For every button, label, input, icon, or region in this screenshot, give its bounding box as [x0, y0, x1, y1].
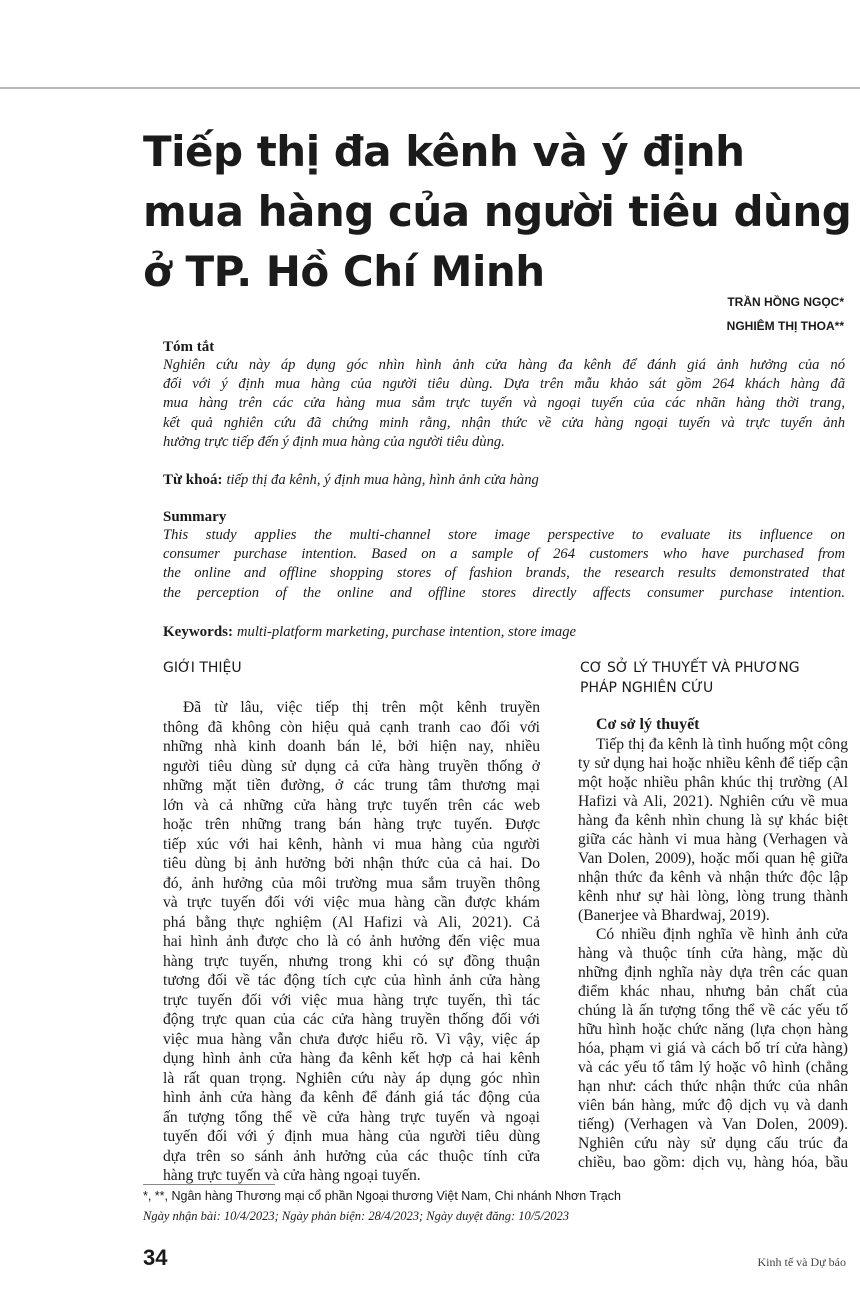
text-line: the perception of the online and offline stores directly affects consumer purchase intention.: [163, 584, 845, 601]
text-line: hóa, phạm vi giá và cách bố trí cửa hàng): [578, 1040, 848, 1057]
text-line: và trực tuyến đối với việc mua hàng cần được khám: [163, 894, 540, 911]
heading-line: PHÁP NGHIÊN CỨU: [580, 680, 714, 696]
text-line: việc mua hàng vẫn chưa được hiểu rõ. Vì vậy, việc áp: [163, 1030, 540, 1048]
text-line: một hoặc nhiều phân khúc thị trường (Al: [578, 774, 848, 791]
section-heading-intro: GIỚI THIỆU: [163, 660, 242, 676]
keywords-en-text: multi-platform marketing, purchase intention, store image: [237, 624, 576, 640]
author: TRẦN HỒNG NGỌC*: [727, 295, 844, 309]
text-line: hàng trực tuyến và cửa hàng ngoại tuyến.: [163, 1167, 421, 1184]
footnote-rule: [143, 1184, 275, 1185]
text-line: Hafizi và Ali, 2021). Nghiên cứu về mua: [578, 793, 848, 810]
text-line: tiếp xúc với hai kênh, hành vi mua hàng của người: [163, 835, 540, 853]
text-line: những nhà kinh doanh bán lẻ, bởi hiện nay, nhiều: [163, 738, 540, 755]
text-line: dụng hình ảnh cửa hàng đa kênh kết hợp cả hai kênh: [163, 1050, 540, 1067]
text-line: Có nhiều định nghĩa về hình ảnh cửa: [596, 926, 848, 943]
text-line: và các yếu tố tâm lý hoặc vô hình (chẳng: [578, 1059, 848, 1076]
top-rule: [0, 87, 860, 89]
text-line: đối với ý định mua hàng của người tiêu dùng. Dựa trên mẫu khảo sát gồm 264 khách hàng đã: [163, 376, 845, 393]
text-line: kênh như sự hài lòng, lòng trung thành: [578, 888, 848, 905]
text-line: hưởng trực tiếp đến ý định mua hàng của người tiêu dùng.: [163, 433, 505, 450]
text-line: ty sử dụng hai hoặc nhiều kênh để tiếp cận: [578, 755, 848, 772]
journal-name: Kinh tế và Dự báo: [757, 1255, 846, 1269]
text-line: kết quả nghiên cứu đã chứng minh rằng, nhận thức về cửa hàng ngoại tuyến và trực tuyến ảnh: [163, 414, 845, 431]
text-line: the online and offline shopping stores of fashion brands, the research results demonstrated that: [163, 565, 845, 582]
text-line: hai hình ảnh được cho là có ảnh hưởng đến việc mua: [163, 933, 540, 950]
text-line: tương đối về tác động tích cực của hình ảnh cửa hàng: [163, 972, 540, 989]
text-line: Nghiên cứu này áp dụng góc nhìn hình ảnh cửa hàng đa kênh để đánh giá ảnh hưởng của nó: [163, 357, 845, 373]
text-line: người tiêu dùng sử dụng cả cửa hàng truyền thống ở: [163, 757, 540, 775]
footnote-dates: Ngày nhận bài: 10/4/2023; Ngày phản biện: 28/4/2023; Ngày duyệt đăng: 10/5/2023: [143, 1209, 569, 1223]
text-line: hoặc trên những trang bán hàng trực tuyến. Được: [163, 816, 540, 833]
text-line: tuyến đối với ý định mua hàng của người tiêu dùng: [163, 1128, 540, 1145]
text-line: điểm khác nhau, nhưng bản chất của: [578, 983, 848, 1000]
abstract-vi-heading: Tóm tắt: [163, 339, 215, 355]
text-line: lớn và cả những cửa hàng trực tuyến trên các web: [163, 796, 540, 814]
text-line: động trực quan của các cửa hàng truyền thống đối với: [163, 1011, 540, 1028]
text-line: Nghiên cứu này sử dụng cấu trúc đa: [578, 1135, 848, 1152]
text-line: dựa trên so sánh ảnh hưởng của các thuộc tính cửa: [163, 1147, 540, 1165]
title-line: mua hàng của người tiêu dùng: [143, 187, 852, 236]
text-line: This study applies the multi-channel store image perspective to evaluate its influence on: [163, 527, 845, 543]
text-line: những định nghĩa này dựa trên các quan: [578, 964, 848, 981]
text-line: nhận thức đa kênh và nhận thức độc lập: [578, 869, 848, 886]
author: NGHIÊM THỊ THOA**: [726, 319, 844, 333]
text-line: những mặt tiền đường, ở các trung tâm thương mại: [163, 777, 540, 794]
text-line: consumer purchase intention. Based on a sample of 264 customers who have purchased from: [163, 546, 845, 563]
text-line: tiêu dùng bị ảnh hưởng bởi nhận thức của cả hai. Do: [163, 855, 540, 872]
text-line: mua hàng trên các cửa hàng mua sắm trực tuyến và ngoại tuyến của các nhãn hàng thời trang,: [163, 395, 845, 412]
keywords-vi: [163, 471, 539, 489]
page-number: 34: [143, 1245, 168, 1270]
text-line: tiếng) (Verhagen và Van Dolen, 2009).: [578, 1116, 848, 1133]
footnote-affiliation: *, **, Ngân hàng Thương mại cổ phần Ngoại thương Việt Nam, Chi nhánh Nhơn Trạch: [143, 1189, 621, 1203]
text-line: hàng và thuộc tính cửa hàng, mặc dù: [578, 945, 848, 962]
text-line: hàng đa kênh nhìn chung là sự khác biệt: [578, 812, 848, 829]
text-line: (Banerjee và Bhardwaj, 2019).: [578, 907, 770, 924]
text-line: hình ảnh cửa hàng đa kênh để đánh giá tác động của: [163, 1089, 540, 1106]
heading-line: CƠ SỞ LÝ THUYẾT VÀ PHƯƠNG: [580, 660, 800, 676]
text-line: Đã từ lâu, việc tiếp thị trên một kênh truyền: [183, 699, 540, 716]
text-line: chúng là ấn tượng tổng thể về các yếu tố: [578, 1002, 848, 1019]
text-line: ấn tượng tổng thể về cửa hàng trực tuyến và ngoại: [163, 1108, 540, 1126]
keywords-vi-label: Từ khoá:: [163, 472, 223, 488]
text-line: hữu hình hoặc chức năng (lựa chọn hàng: [578, 1021, 848, 1038]
text-line: trực tuyến đối với việc mua hàng trực tuyến, thì tác: [163, 991, 540, 1009]
text-line: là rất quan trọng. Nghiên cứu này áp dụng góc nhìn: [163, 1069, 540, 1087]
text-line: hạn như: cách thức nhận thức của nhân: [578, 1078, 848, 1095]
abstract-en-heading: Summary: [163, 509, 227, 525]
keywords-vi-text: tiếp thị đa kênh, ý định mua hàng, hình ảnh cửa hàng: [226, 472, 539, 488]
subheading-theory: Cơ sở lý thuyết: [596, 716, 700, 733]
keywords-en-label: Keywords:: [163, 624, 233, 640]
text-line: chiều, bao gồm: dịch vụ, hàng hóa, bầu: [578, 1154, 848, 1171]
keywords-en: [163, 623, 576, 641]
title-line: Tiếp thị đa kênh và ý định: [143, 127, 745, 176]
text-line: đó, ảnh hưởng của môi trường mua sắm truyền thông: [163, 874, 540, 892]
article-title: [143, 122, 851, 302]
text-line: thông đã không còn hiệu quả cạnh tranh cao đối với: [163, 718, 540, 736]
authors: [727, 290, 844, 338]
text-line: viên bán hàng, mức độ dịch vụ và danh: [578, 1097, 848, 1114]
text-line: hàng trực tuyến, nhưng trong khi có sự đồng thuận: [163, 952, 540, 970]
title-line: ở TP. Hồ Chí Minh: [143, 247, 545, 296]
text-line: Tiếp thị đa kênh là tình huống một công: [596, 736, 848, 753]
text-line: giữa các hành vi mua hàng (Verhagen và: [578, 831, 848, 848]
text-line: Van Dolen, 2009), hoặc mối quan hệ giữa: [578, 850, 848, 867]
section-heading-theory: [580, 658, 800, 698]
text-line: phá bằng thực nghiệm (Al Hafizi và Ali, 2021). Cả: [163, 913, 540, 931]
